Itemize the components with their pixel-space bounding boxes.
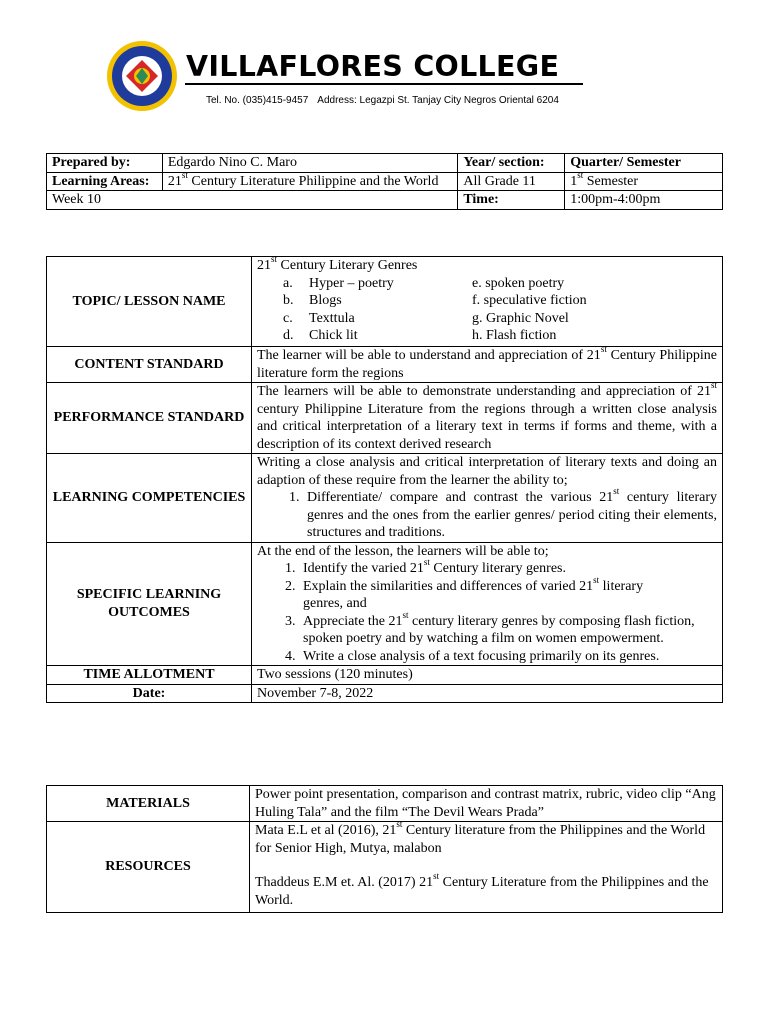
topic-title: 21st Century Literary Genres	[257, 254, 418, 273]
list-item: 1. Identify the varied 21st Century literary genres.	[299, 560, 717, 578]
list-item: d. Chick lit	[283, 328, 358, 343]
outcomes-intro: At the end of the lesson, the learners will be able to;	[257, 543, 549, 559]
specific-outcomes-text	[252, 542, 723, 666]
list-item: g. Graphic Novel	[472, 310, 569, 326]
materials-label: MATERIALS	[47, 786, 250, 822]
learning-competencies-label: LEARNING COMPETENCIES	[47, 454, 252, 543]
year-section-label: Year/ section:	[458, 154, 565, 173]
time-allotment-value: Two sessions (120 minutes)	[252, 666, 723, 685]
content-standard-text: The learner will be able to understand and appreciation of 21st Century Philippine literature form the regions	[252, 347, 723, 383]
content-standard-label: CONTENT STANDARD	[47, 347, 252, 383]
list-item: 4. Write a close analysis of a text focusing primarily on its genres.	[299, 648, 717, 666]
time-label: Time:	[458, 191, 565, 210]
address: Address: Legazpi St. Tanjay City Negros Oriental 6204	[317, 95, 559, 106]
list-item: 1. Differentiate/ compare and contrast the various 21st century literary genres and the ones from the earlier genres/ period citing their elements, structures and traditions.	[303, 489, 717, 542]
document-header	[0, 0, 768, 140]
learning-competencies-text	[252, 454, 723, 543]
learning-areas-value: 21st Century Literature Philippine and the World	[162, 172, 457, 191]
list-item: 2. Explain the similarities and differences of varied 21st literary genres, and	[299, 578, 717, 613]
resource-item: Mata E.L et al (2016), 21st Century literature from the Philippines and the World for Senior High, Mutya, malabon	[255, 819, 706, 856]
performance-standard-text: The learners will be able to demonstrate understanding and appreciation of 21st century Philippine Literature from the regions through a written close analysis and critical interpretation of a literary text in terms if forms and theme, with a description of its context derived research	[252, 383, 723, 454]
performance-standard-label: PERFORMANCE STANDARD	[47, 383, 252, 454]
list-item: 3. Appreciate the 21st century literary genres by composing flash fiction, spoken poetry and by watching a film on women empowerment.	[299, 613, 717, 648]
topic-content	[252, 254, 723, 347]
genre-list	[257, 275, 717, 345]
resource-item: Thaddeus E.M et. Al. (2017) 21st Century Literature from the Philippines and the World.	[255, 871, 709, 908]
list-item: b. Blogs	[283, 293, 342, 308]
list-item: e. spoken poetry	[472, 275, 565, 291]
materials-value: Power point presentation, comparison and contrast matrix, rubric, video clip “Ang Huling Tala” and the film “The Devil Wears Prada”	[250, 786, 723, 822]
date-label: Date:	[47, 684, 252, 703]
semester-value: 1st Semester	[565, 172, 723, 191]
specific-outcomes-label: SPECIFIC LEARNING OUTCOMES	[47, 542, 252, 666]
telephone: Tel. No. (035)415-9457	[206, 95, 309, 106]
list-item: f. speculative fiction	[472, 293, 587, 308]
lesson-info-table	[46, 153, 723, 210]
topic-label: TOPIC/ LESSON NAME	[47, 257, 252, 347]
list-item: a. Hyper – poetry	[283, 275, 394, 291]
college-name-underline	[185, 83, 583, 85]
prepared-by-value: Edgardo Nino C. Maro	[162, 154, 457, 173]
outcome-list	[257, 557, 717, 665]
lesson-plan-table	[46, 256, 723, 703]
time-allotment-label: TIME ALLOTMENT	[47, 666, 252, 685]
year-section-value: All Grade 11	[458, 172, 565, 191]
resources-value	[250, 819, 723, 913]
contact-line	[206, 95, 626, 106]
college-seal-logo	[106, 40, 178, 112]
date-value: November 7-8, 2022	[252, 684, 723, 703]
competency-list	[257, 486, 717, 542]
materials-table	[46, 785, 723, 913]
college-name: VILLAFLORES COLLEGE	[186, 50, 560, 83]
week-value: Week 10	[47, 191, 458, 210]
list-item: c. Texttula	[283, 310, 355, 326]
quarter-semester-label: Quarter/ Semester	[565, 154, 723, 173]
learning-areas-label: Learning Areas:	[47, 172, 163, 191]
time-value: 1:00pm-4:00pm	[565, 191, 723, 210]
prepared-by-label: Prepared by:	[47, 154, 163, 173]
resources-label: RESOURCES	[47, 822, 250, 913]
list-item: h. Flash fiction	[472, 328, 557, 343]
competencies-intro: Writing a close analysis and critical interpretation of literary texts and doing an adaption of these require from the learner the ability to;	[257, 455, 717, 488]
